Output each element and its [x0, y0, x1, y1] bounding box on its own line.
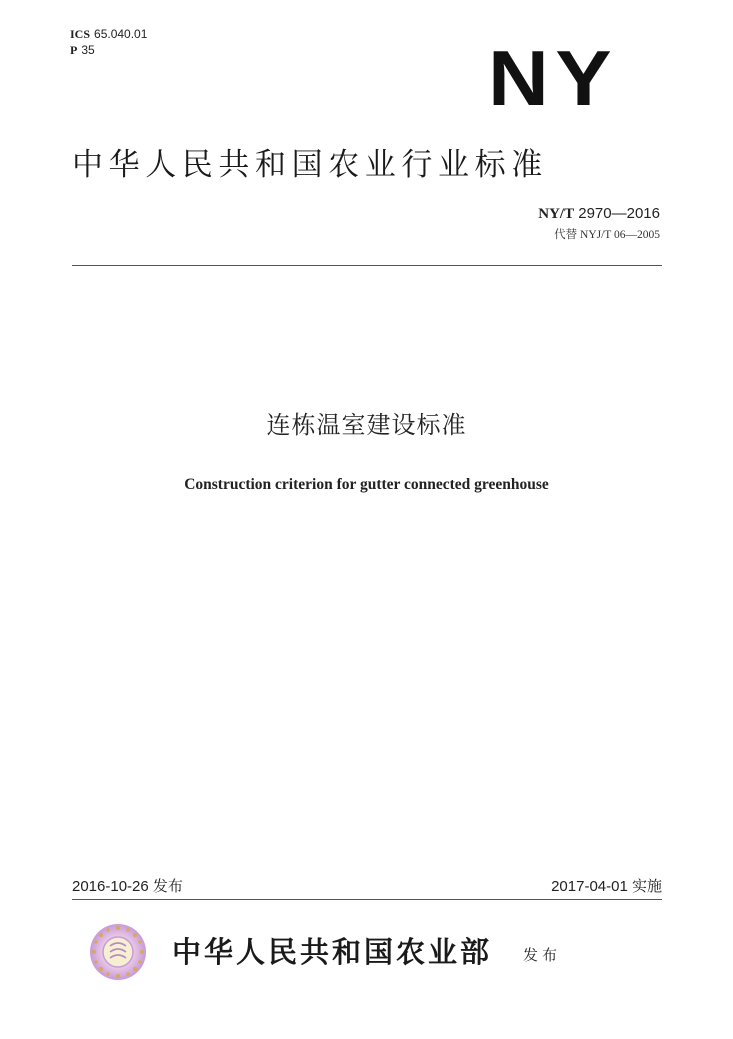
issue-date-value: 2016-10-26 [72, 878, 149, 895]
document-title-en: Construction criterion for gutter connected greenhouse [184, 476, 549, 493]
ics-value: 65.040.01 [94, 27, 148, 41]
ny-logo: NY [488, 34, 618, 122]
bottom-divider [72, 899, 662, 900]
ics-label: ICS [70, 27, 91, 41]
classification-codes [70, 26, 147, 58]
ccs-value: 35 [81, 43, 95, 57]
issue-date-label: 发布 [152, 878, 183, 895]
standard-type-title: 中华人民共和国农业行业标准 [72, 147, 548, 183]
standard-code [538, 204, 660, 224]
implementation-date [551, 876, 662, 898]
standard-code-number: 2970—2016 [578, 205, 660, 222]
publish-label: 发布 [523, 946, 562, 964]
ccs-code [70, 42, 147, 58]
national-emblem-icon [88, 922, 148, 982]
replaces-code: 代替 NYJ/T 06—2005 [554, 229, 660, 241]
standard-code-prefix: NY/T [538, 206, 575, 222]
implementation-date-label: 实施 [631, 878, 662, 895]
issue-date [72, 876, 183, 898]
ics-code [70, 26, 147, 42]
top-divider [72, 265, 662, 266]
ccs-label: P [70, 43, 78, 57]
document-title-cn: 连栋温室建设标准 [266, 411, 467, 439]
issuing-ministry: 中华人民共和国农业部 [172, 935, 493, 969]
implementation-date-value: 2017-04-01 [551, 878, 628, 895]
